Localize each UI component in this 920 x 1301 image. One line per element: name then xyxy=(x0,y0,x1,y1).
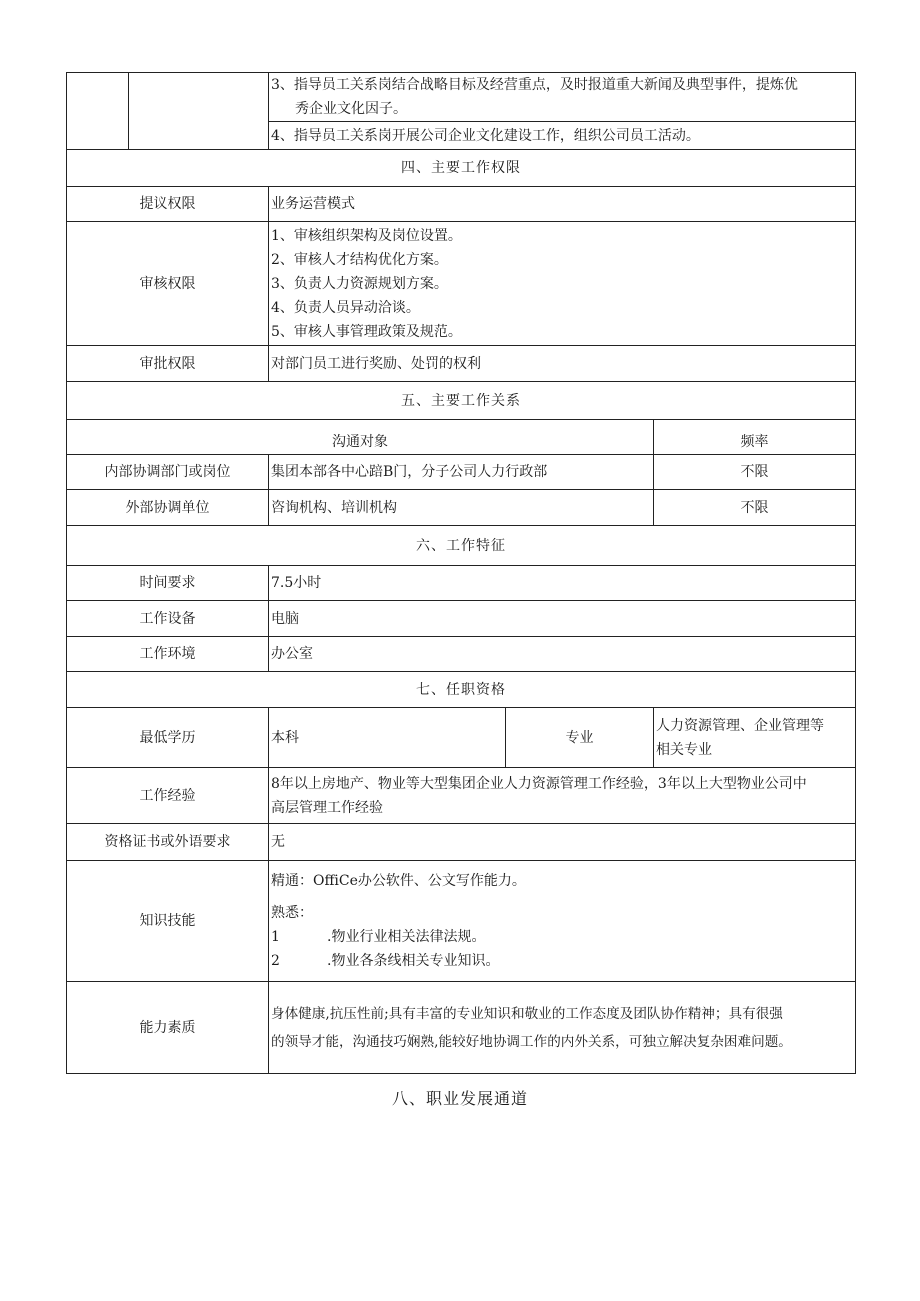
list-item: 5、审核人事管理政策及规范。 xyxy=(271,323,462,340)
external-frequency: 不限 xyxy=(654,490,856,526)
propose-label: 提议权限 xyxy=(67,187,269,222)
skills-label: 知识技能 xyxy=(67,861,269,982)
education-row xyxy=(67,708,856,768)
time-label: 时间要求 xyxy=(67,566,269,601)
environment-value: 办公室 xyxy=(269,637,856,672)
review-list xyxy=(269,222,856,346)
blank-cell xyxy=(67,73,129,150)
list-item: 1、审核组织架构及岗位设置。 xyxy=(271,227,462,244)
education-value: 本科 xyxy=(269,708,506,768)
equipment-label: 工作设备 xyxy=(67,601,269,637)
approve-label: 审批权限 xyxy=(67,346,269,382)
list-item: 4、负责人员异动洽谈。 xyxy=(271,299,420,316)
section-title: 五、主要工作关系 xyxy=(67,382,856,420)
education-label: 最低学历 xyxy=(67,708,269,768)
list-item: 1 .物业行业相关法律法规。 xyxy=(271,929,486,945)
propose-value: 业务运营模式 xyxy=(269,187,856,222)
duty-row-3 xyxy=(67,73,856,122)
internal-value: 集团本部各中心踣B门，分子公司人力行政部 xyxy=(269,455,654,490)
review-label: 审核权限 xyxy=(67,222,269,346)
section-title: 六、工作特征 xyxy=(67,526,856,566)
section-header-5 xyxy=(67,382,856,420)
propose-row xyxy=(67,187,856,222)
certificate-row xyxy=(67,824,856,861)
quality-label: 能力素质 xyxy=(67,982,269,1074)
section-title: 七、任职资格 xyxy=(67,672,856,708)
internal-row xyxy=(67,455,856,490)
approve-value: 对部门员工进行奖励、处罚的权利 xyxy=(269,346,856,382)
approve-row xyxy=(67,346,856,382)
relations-header-row xyxy=(67,420,856,455)
section-title: 四、主要工作权限 xyxy=(67,150,856,187)
environment-label: 工作环境 xyxy=(67,637,269,672)
list-item: 2、审核人才结构优化方案。 xyxy=(271,251,448,268)
external-row xyxy=(67,490,856,526)
certificate-label: 资格证书或外语要求 xyxy=(67,824,269,861)
internal-frequency: 不限 xyxy=(654,455,856,490)
internal-label: 内部协调部门或岗位 xyxy=(67,455,269,490)
list-item: 2 .物业各条线相关专业知识。 xyxy=(271,953,500,969)
section-header-7 xyxy=(67,672,856,708)
review-row xyxy=(67,222,856,346)
equipment-row xyxy=(67,601,856,637)
skill-familiar: 熟悉： xyxy=(271,905,313,921)
skills-value xyxy=(269,861,856,982)
section-header-4 xyxy=(67,150,856,187)
major-value: 人力资源管理、企业管理等 相关专业 xyxy=(654,708,856,768)
time-row xyxy=(67,566,856,601)
external-value: 咨询机构、培训机构 xyxy=(269,490,654,526)
environment-row xyxy=(67,637,856,672)
job-description-table xyxy=(66,72,856,1074)
experience-value: 8年以上房地产、物业等大型集团企业人力资源管理工作经验，3年以上大型物业公司中 高层管理工作经验 xyxy=(269,768,856,824)
equipment-value: 电脑 xyxy=(269,601,856,637)
duty-item-4: 4、指导员工关系岗开展公司企业文化建设工作，组织公司员工活动。 xyxy=(269,122,856,150)
section-header-6 xyxy=(67,526,856,566)
external-label: 外部协调单位 xyxy=(67,490,269,526)
quality-value: 身体健康,抗压性前;具有丰富的专业知识和敬业的工作态度及团队协作精神；具有很强 的领导才能，沟通技巧娴熟,能较好地协调工作的内外关系，可独立解决复杂困难问题。 xyxy=(269,982,856,1074)
skills-row xyxy=(67,861,856,982)
experience-row xyxy=(67,768,856,824)
col-header-object: 沟通对象 xyxy=(67,420,654,455)
certificate-value: 无 xyxy=(269,824,856,861)
blank-cell xyxy=(129,73,269,150)
quality-row xyxy=(67,982,856,1074)
col-header-frequency: 频率 xyxy=(654,420,856,455)
section-title-8: 八、职业发展通道 xyxy=(391,1089,528,1108)
major-label: 专业 xyxy=(506,708,654,768)
duty-item-3: 3、指导员工关系岗结合战略目标及经营重点，及时报道重大新闻及典型事件，提炼优 秀企业文化因子。 xyxy=(269,73,856,122)
experience-label: 工作经验 xyxy=(67,768,269,824)
time-value: 7.5小时 xyxy=(269,566,856,601)
skill-master: 精通：OffiCe办公软件、公文写作能力。 xyxy=(271,873,526,889)
list-item: 3、负责人力资源规划方案。 xyxy=(271,275,448,292)
